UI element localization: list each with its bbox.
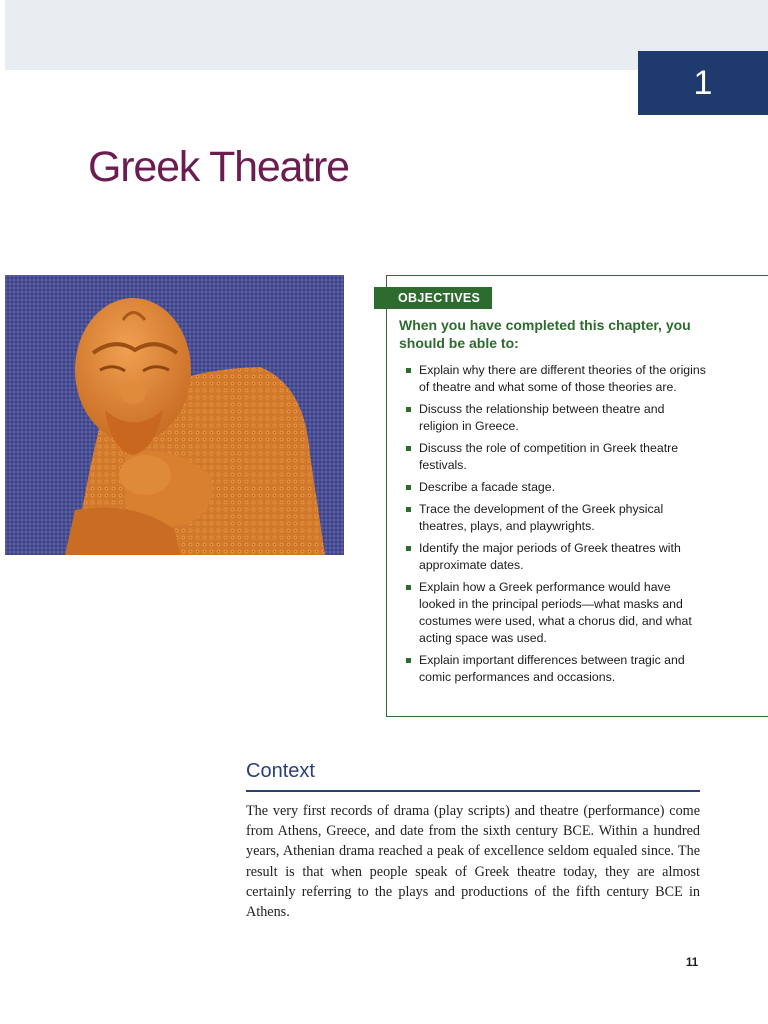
objective-item	[406, 362, 706, 396]
objective-text: Explain why there are different theories of the origins of theatre and what some of those theories are.	[419, 363, 706, 394]
chapter-number: 1	[693, 63, 713, 102]
objective-item	[406, 401, 706, 435]
square-bullet-icon	[406, 485, 411, 490]
context-divider	[246, 790, 700, 792]
objective-text: Discuss the role of competition in Greek theatre festivals.	[419, 441, 679, 472]
objective-item	[406, 652, 706, 686]
objective-item	[406, 540, 706, 574]
context-heading: Context	[246, 760, 315, 782]
square-bullet-icon	[406, 585, 411, 590]
square-bullet-icon	[406, 407, 411, 412]
objective-item	[406, 501, 706, 535]
objective-text: Describe a facade stage.	[419, 480, 556, 494]
square-bullet-icon	[406, 658, 411, 663]
terracotta-figurine-photo	[5, 275, 344, 555]
square-bullet-icon	[406, 446, 411, 451]
objective-item	[406, 479, 706, 496]
objectives-intro: When you have completed this chapter, you should be able to:	[399, 317, 691, 351]
objective-item	[406, 440, 706, 474]
square-bullet-icon	[406, 507, 411, 512]
objective-item	[406, 579, 706, 647]
objective-text: Explain how a Greek performance would have looked in the principal periods—what masks and costumes were used, what a chorus did, and what acting space was used.	[419, 580, 692, 645]
objective-text: Identify the major periods of Greek theatres with approximate dates.	[419, 541, 681, 572]
page-number: 11	[686, 957, 699, 969]
context-paragraph: The very first records of drama (play scripts) and theatre (performance) come from Athens, Greece, and date from the sixth century BCE. Within a hundred years, Athenian drama reached a peak of excellence seldom equaled since. The result is that when people speak of Greek theatre today, they are almost certainly referring to the plays and productions of the fifth century BCE in Athens.	[246, 803, 700, 921]
square-bullet-icon	[406, 546, 411, 551]
objective-text: Discuss the relationship between theatre and religion in Greece.	[419, 402, 665, 433]
chapter-number-box	[638, 51, 768, 115]
objectives-tag: OBJECTIVES	[374, 287, 492, 309]
square-bullet-icon	[406, 368, 411, 373]
objective-text: Trace the development of the Greek physical theatres, plays, and playwrights.	[419, 502, 664, 533]
objective-text: Explain important differences between tragic and comic performances and occasions.	[419, 653, 685, 684]
objectives-list	[406, 362, 706, 691]
chapter-title: Greek Theatre	[88, 143, 349, 191]
